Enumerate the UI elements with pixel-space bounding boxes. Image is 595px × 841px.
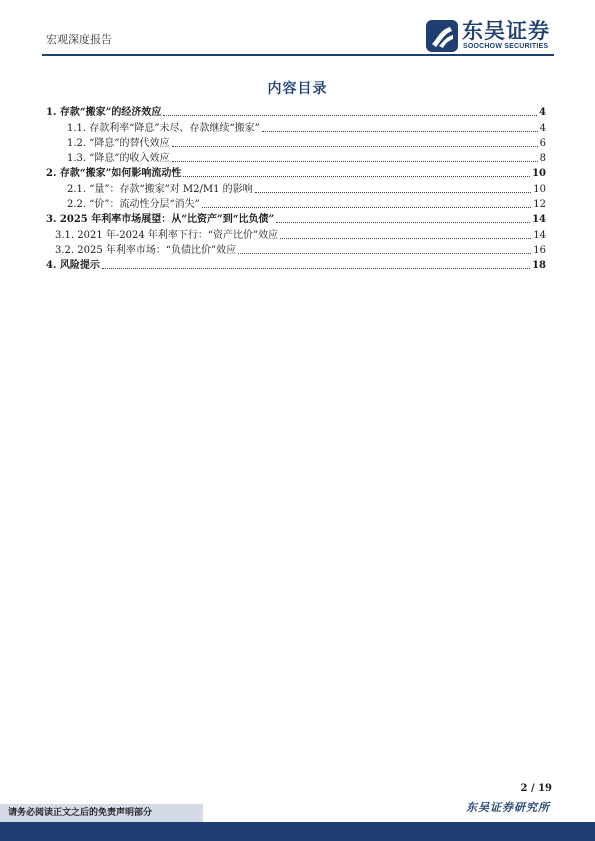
- toc-entry-text: 3.2. 2025 年利率市场：“负债比价”效应: [55, 244, 237, 256]
- toc-entry-page: 6: [539, 137, 546, 149]
- toc-entry-text: 1.1. 存款利率“降息”未尽、存款继续“搬家”: [67, 122, 260, 134]
- toc-entry-page: 10: [533, 183, 546, 195]
- header-divider: [42, 54, 554, 56]
- logo-text-cn: 东吴证券: [462, 19, 550, 43]
- toc-entry[interactable]: [46, 119, 546, 134]
- toc-entry-text: 1. 存款“搬家”的经济效应: [46, 107, 162, 119]
- toc-entry[interactable]: [46, 211, 546, 226]
- toc-entry[interactable]: [46, 196, 546, 211]
- logo-text-en: SOOCHOW SECURITIES: [463, 43, 549, 50]
- table-of-contents: [46, 104, 546, 272]
- toc-leader: [172, 146, 538, 147]
- footer-disclaimer: 请务必阅读正文之后的免责声明部分: [0, 804, 203, 822]
- report-type-label: 宏观深度报告: [46, 33, 112, 46]
- toc-leader: [102, 268, 530, 269]
- toc-leader: [172, 161, 538, 162]
- toc-entry[interactable]: [46, 242, 546, 257]
- footer-bar: [0, 822, 595, 841]
- toc-entry-text: 2.1. “量”：存款“搬家”对 M2/M1 的影响: [67, 183, 253, 195]
- toc-entry-page: 4: [539, 122, 546, 134]
- toc-leader: [183, 176, 530, 177]
- toc-entry-page: 4: [539, 107, 546, 119]
- toc-entry[interactable]: [46, 150, 546, 165]
- toc-entry-page: 16: [533, 244, 546, 256]
- toc-entry-text: 4. 风险提示: [46, 260, 100, 272]
- toc-entry-page: 10: [532, 168, 546, 180]
- toc-leader: [238, 253, 531, 254]
- toc-entry-text: 3.1. 2021 年-2024 年利率下行：“资产比价”效应: [55, 229, 279, 241]
- toc-entry[interactable]: [46, 226, 546, 241]
- toc-entry-page: 8: [539, 153, 546, 165]
- page-indicator: 2 / 19: [520, 783, 552, 794]
- toc-entry[interactable]: [46, 180, 546, 195]
- toc-title: 内容目录: [267, 81, 328, 97]
- toc-entry-page: 12: [533, 199, 546, 211]
- toc-entry-text: 2.2. “价”：流动性分层“消失”: [67, 199, 200, 211]
- toc-leader: [163, 115, 537, 116]
- toc-leader: [255, 192, 532, 193]
- toc-leader: [276, 222, 530, 223]
- toc-leader: [202, 207, 532, 208]
- footer-firm-name: 东吴证券研究所: [466, 801, 550, 814]
- toc-entry-page: 14: [532, 214, 546, 226]
- toc-entry-page: 14: [533, 229, 546, 241]
- toc-entry-text: 2. 存款“搬家”如何影响流动性: [46, 168, 182, 180]
- toc-entry-page: 18: [532, 260, 546, 272]
- toc-entry-text: 1.3. “降息”的收入效应: [67, 153, 170, 165]
- toc-entry[interactable]: [46, 135, 546, 150]
- toc-leader: [262, 131, 538, 132]
- toc-entry-text: 3. 2025 年利率市场展望：从“比资产”到“比负债”: [46, 214, 275, 226]
- logo-mark-icon: [426, 20, 458, 52]
- toc-entry[interactable]: [46, 104, 546, 119]
- toc-leader: [280, 238, 531, 239]
- toc-entry[interactable]: [46, 165, 546, 180]
- company-logo: [426, 19, 552, 53]
- toc-entry-text: 1.2. “降息”的替代效应: [67, 137, 170, 149]
- toc-entry[interactable]: [46, 257, 546, 272]
